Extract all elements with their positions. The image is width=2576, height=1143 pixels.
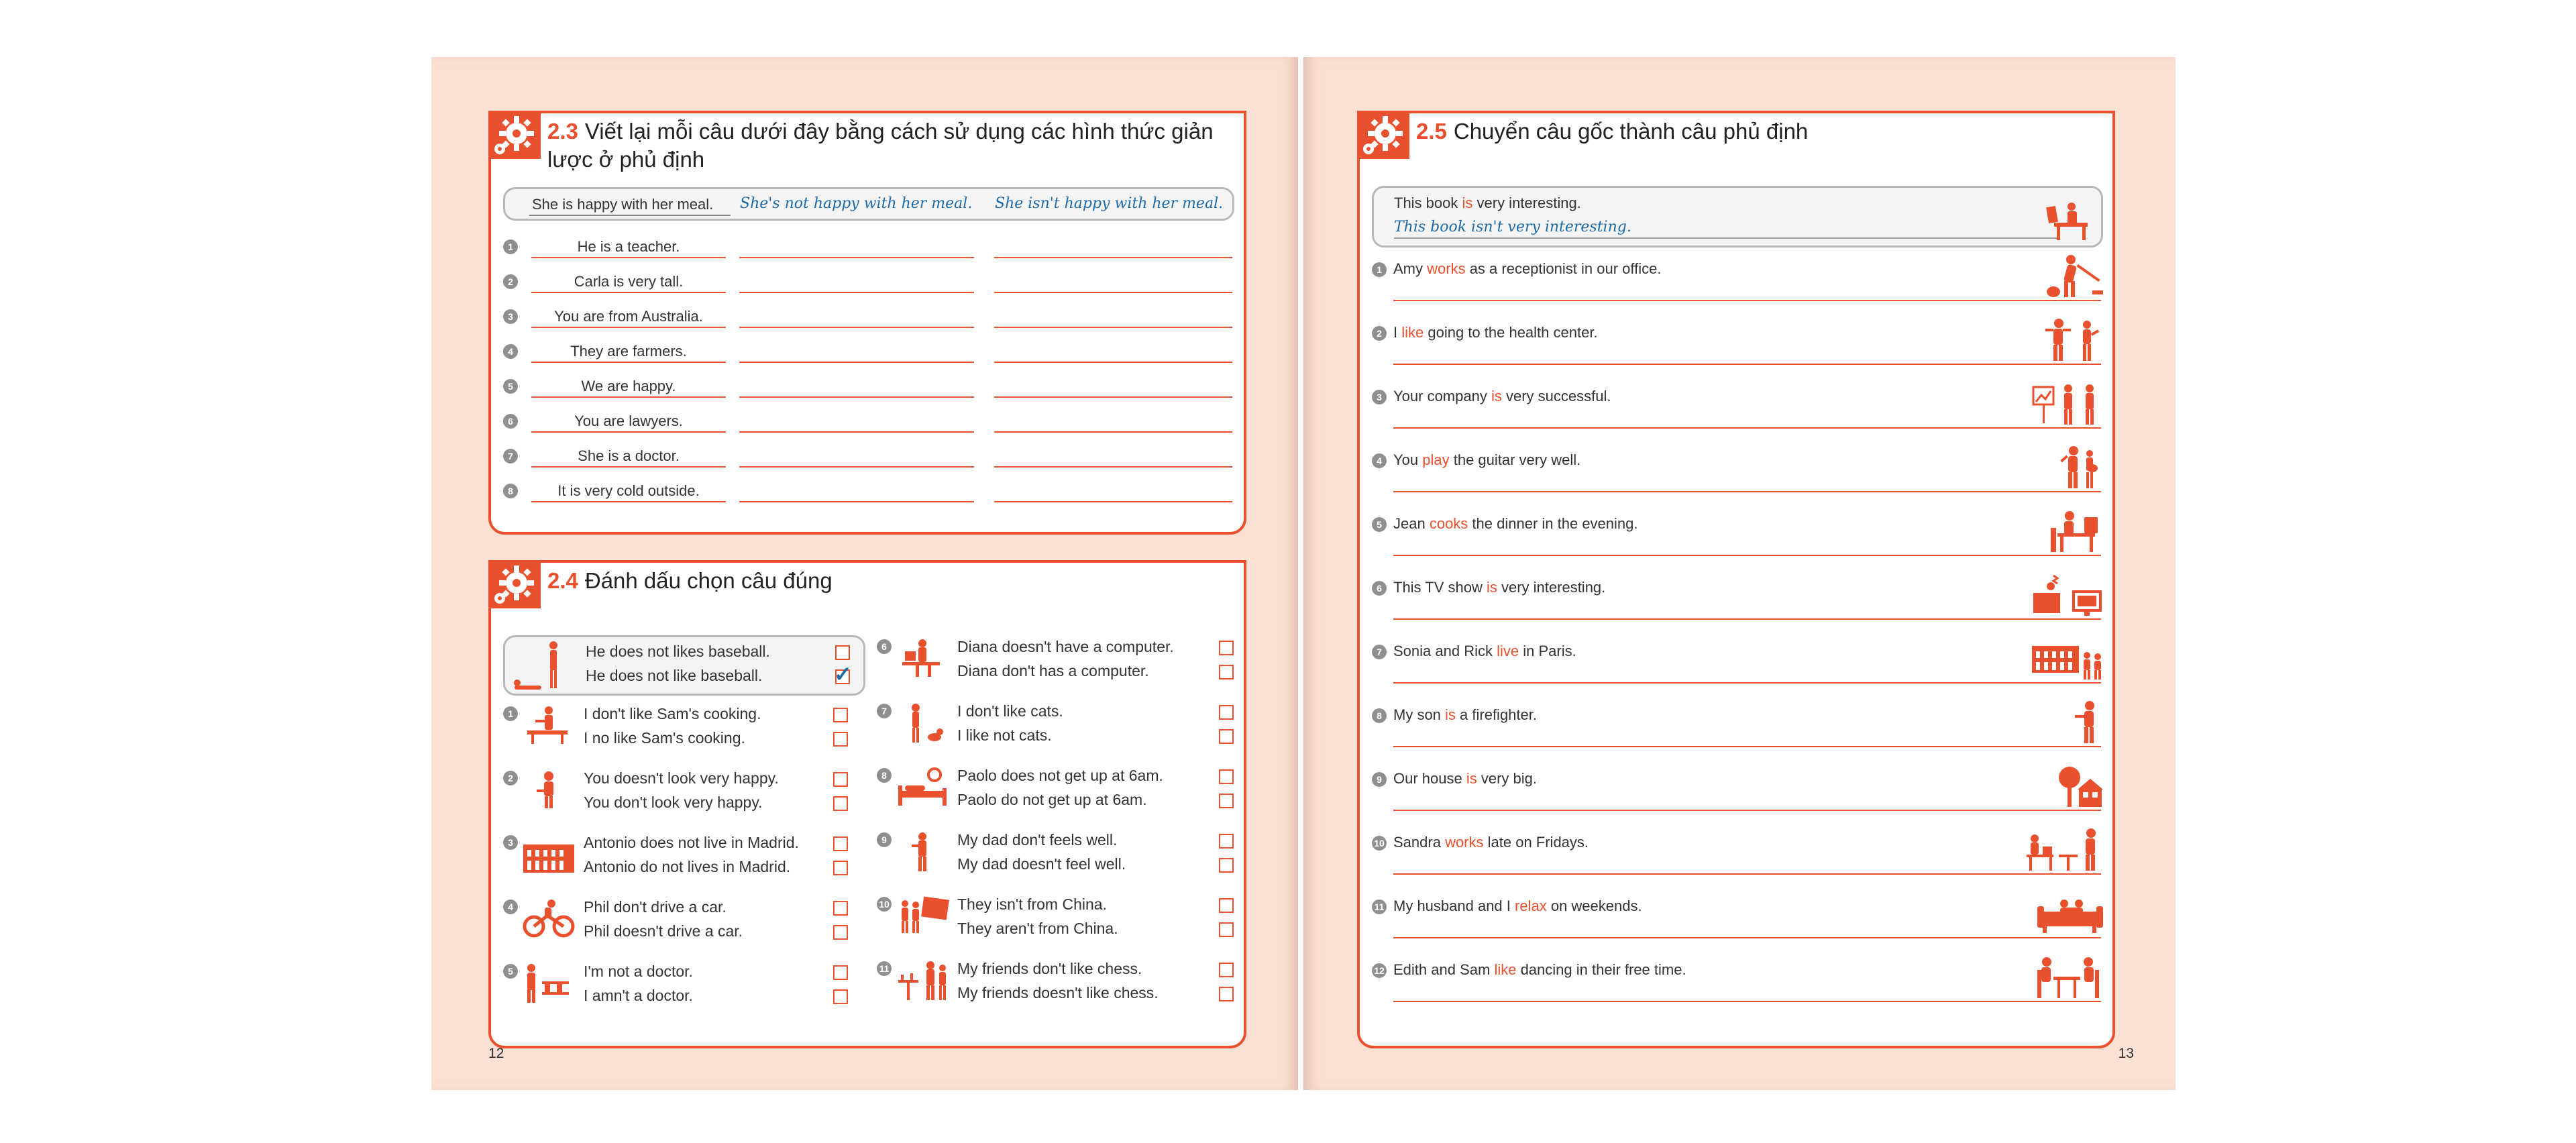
cook-at-desk-icon xyxy=(2031,509,2104,553)
exercise-2-5-panel xyxy=(1357,111,2115,1048)
sofa-relaxing-icon xyxy=(2031,891,2104,936)
item-number: 1 xyxy=(1372,262,1387,277)
sentence-key: works xyxy=(1445,834,1484,851)
item-sentence xyxy=(1393,834,1589,851)
option-a: They isn't from China. xyxy=(957,895,1107,913)
item-number: 9 xyxy=(1372,772,1387,787)
answer-line-2[interactable] xyxy=(994,396,1232,398)
answer-line[interactable] xyxy=(1393,364,2101,365)
answer-line[interactable] xyxy=(1393,555,2101,556)
answer-line-1[interactable] xyxy=(739,431,974,433)
cooking-person-icon xyxy=(522,705,576,745)
example-sentence xyxy=(1394,195,1581,212)
underline xyxy=(531,431,726,433)
item-number: 11 xyxy=(1372,900,1387,914)
tv-watching-icon xyxy=(2031,573,2104,617)
sentence-post: very big. xyxy=(1477,770,1537,787)
item-number: 3 xyxy=(503,309,518,324)
item-number: 4 xyxy=(503,900,518,914)
answer-line-1[interactable] xyxy=(739,501,974,502)
item-number: 1 xyxy=(503,239,518,254)
answer-line[interactable] xyxy=(1393,746,2101,747)
computer-user-icon xyxy=(896,638,949,678)
checkbox-b[interactable] xyxy=(1219,665,1234,679)
sentence-post: very interesting. xyxy=(1497,579,1606,596)
list-item xyxy=(877,702,1239,763)
sentence-key: relax xyxy=(1515,897,1547,914)
exercise-number: 2.3 xyxy=(547,119,578,144)
option-a: My friends don't like chess. xyxy=(957,960,1142,977)
answer-line-2[interactable] xyxy=(994,257,1232,258)
item-number: 8 xyxy=(1372,708,1387,723)
checkbox-a[interactable] xyxy=(1219,834,1234,849)
sentence-post: in Paris. xyxy=(1519,643,1576,659)
example-answer: This book isn't very interesting. xyxy=(1394,219,1631,235)
sentence-pre: Edith and Sam xyxy=(1393,961,1495,978)
checkbox-b[interactable] xyxy=(1219,987,1234,1001)
item-number: 7 xyxy=(1372,645,1387,659)
item-sentence xyxy=(1393,260,1661,278)
checkbox-a[interactable] xyxy=(1219,898,1234,913)
item-number: 8 xyxy=(877,768,892,783)
exercise-title xyxy=(547,117,1214,174)
checkbox-a[interactable] xyxy=(1219,705,1234,720)
option-b: I amn't a doctor. xyxy=(584,987,693,1004)
exercising-people-icon xyxy=(2031,318,2104,362)
answer-line-2[interactable] xyxy=(994,292,1232,293)
answer-line[interactable] xyxy=(1393,618,2101,620)
checkbox-a[interactable] xyxy=(833,901,848,916)
sentence-key: works xyxy=(1427,260,1466,277)
item-sentence: It is very cold outside. xyxy=(557,482,700,499)
checkbox-a[interactable] xyxy=(835,645,850,660)
sentence-key: cooks xyxy=(1429,515,1468,532)
item-sentence: They are farmers. xyxy=(570,343,687,360)
sad-person-icon xyxy=(522,769,576,810)
exercise-number: 2.5 xyxy=(1416,119,1447,144)
answer-line[interactable] xyxy=(1393,873,2101,875)
item-sentence xyxy=(1393,579,1605,596)
example-underline xyxy=(529,215,731,216)
item-sentence xyxy=(1393,515,1638,533)
underline xyxy=(531,362,726,363)
person-with-cat-icon xyxy=(896,702,949,744)
list-item xyxy=(503,963,865,1023)
item-number: 2 xyxy=(503,771,518,785)
list-item xyxy=(503,769,865,830)
answer-line-1[interactable] xyxy=(739,292,974,293)
sentence-post: on weekends. xyxy=(1546,897,1642,914)
list-item xyxy=(877,767,1239,827)
check-mark-icon: ✓ xyxy=(834,662,852,686)
sentence-pre: Our house xyxy=(1393,770,1466,787)
option-b: Diana don't has a computer. xyxy=(957,662,1149,679)
gear-icon xyxy=(488,560,541,608)
list-item xyxy=(1360,573,2111,637)
item-number: 2 xyxy=(503,274,518,289)
item-number: 8 xyxy=(503,484,518,498)
sentence-key: is xyxy=(1491,388,1502,404)
item-number: 6 xyxy=(503,414,518,429)
sentence-pre: Sandra xyxy=(1393,834,1446,851)
example-answer-2: She isn't happy with her meal. xyxy=(995,195,1224,212)
item-sentence: Carla is very tall. xyxy=(574,273,684,290)
list-item xyxy=(503,705,865,765)
flag-people-icon xyxy=(896,895,949,936)
answer-line[interactable] xyxy=(1393,300,2101,301)
example-box xyxy=(503,635,865,696)
item-number: 7 xyxy=(503,449,518,464)
answer-line[interactable] xyxy=(1393,682,2101,684)
list-item xyxy=(877,960,1239,1020)
answer-line-1[interactable] xyxy=(739,396,974,398)
colosseum-icon xyxy=(522,836,576,874)
checkbox-b[interactable] xyxy=(833,925,848,940)
option-b: You don't look very happy. xyxy=(584,794,763,811)
item-number: 5 xyxy=(1372,517,1387,532)
answer-line-1[interactable] xyxy=(739,327,974,328)
sentence-key: like xyxy=(1401,324,1424,341)
option-a: He does not likes baseball. xyxy=(586,643,770,660)
option-a: I don't like Sam's cooking. xyxy=(584,705,761,722)
example-pre: This book xyxy=(1394,195,1462,211)
item-number: 2 xyxy=(1372,326,1387,341)
list-item xyxy=(491,445,1242,480)
doctor-icon xyxy=(522,963,576,1004)
item-sentence xyxy=(1393,897,1642,915)
option-b: I like not cats. xyxy=(957,726,1052,744)
checkbox-a[interactable] xyxy=(833,836,848,851)
checkbox-b[interactable] xyxy=(833,732,848,747)
item-number: 7 xyxy=(877,704,892,718)
sentence-post: late on Fridays. xyxy=(1483,834,1589,851)
item-number: 11 xyxy=(877,961,892,976)
example-box xyxy=(503,187,1234,221)
list-item xyxy=(1360,764,2111,828)
example-answer-1: She's not happy with her meal. xyxy=(740,195,973,212)
chess-players-icon xyxy=(896,960,949,1001)
list-item xyxy=(877,831,1239,891)
item-number: 6 xyxy=(877,639,892,654)
list-item xyxy=(491,375,1242,410)
item-number: 10 xyxy=(877,897,892,912)
list-item xyxy=(1360,891,2111,955)
guitar-player-icon xyxy=(2031,445,2104,490)
item-number: 3 xyxy=(503,835,518,850)
checkbox-b[interactable] xyxy=(833,861,848,875)
checkbox-b[interactable] xyxy=(833,796,848,811)
checkbox-a[interactable] xyxy=(1219,641,1234,655)
item-number: 1 xyxy=(503,706,518,721)
dining-couple-icon xyxy=(2031,955,2104,999)
example-key: is xyxy=(1462,195,1473,211)
exercise-2-3-panel xyxy=(488,111,1246,535)
item-number: 5 xyxy=(503,379,518,394)
title-line-1: Viết lại mỗi câu dưới đây bằng cách sử dụng các hình thức giản xyxy=(584,119,1214,144)
item-number: 12 xyxy=(1372,963,1387,978)
list-item xyxy=(1360,382,2111,445)
sick-person-icon xyxy=(896,831,949,873)
option-a: I'm not a doctor. xyxy=(584,963,693,980)
item-sentence xyxy=(1393,706,1537,724)
example-box xyxy=(1372,186,2103,248)
item-number: 3 xyxy=(1372,390,1387,404)
answer-line-1[interactable] xyxy=(739,466,974,468)
answer-line-2[interactable] xyxy=(994,362,1232,363)
title-text: Đánh dấu chọn câu đúng xyxy=(584,568,833,593)
sentence-key: is xyxy=(1486,579,1497,596)
colosseum-couple-icon xyxy=(2031,637,2104,681)
answer-line-1[interactable] xyxy=(739,257,974,258)
list-item xyxy=(877,638,1239,698)
sentence-pre: Amy xyxy=(1393,260,1428,277)
list-item xyxy=(1360,700,2111,764)
sentence-key: play xyxy=(1422,451,1450,468)
answer-line[interactable] xyxy=(1393,810,2101,811)
list-item xyxy=(491,270,1242,305)
option-a: Diana doesn't have a computer. xyxy=(957,638,1174,655)
option-b: My friends doesn't like chess. xyxy=(957,984,1159,1001)
answer-line-2[interactable] xyxy=(994,466,1232,468)
option-a: Phil don't drive a car. xyxy=(584,898,727,916)
list-item xyxy=(1360,445,2111,509)
exercise-title xyxy=(547,567,833,595)
option-b: Paolo do not get up at 6am. xyxy=(957,791,1147,808)
sentence-pre: You xyxy=(1393,451,1423,468)
sentence-key: live xyxy=(1497,643,1519,659)
answer-line[interactable] xyxy=(1393,427,2101,429)
option-b: My dad doesn't feel well. xyxy=(957,855,1126,873)
item-number: 4 xyxy=(503,344,518,359)
checkbox-b[interactable] xyxy=(833,989,848,1004)
cleaner-icon xyxy=(2031,254,2104,298)
firefighter-icon xyxy=(2031,700,2104,745)
answer-line-2[interactable] xyxy=(994,501,1232,502)
checkbox-a[interactable] xyxy=(833,965,848,980)
underline xyxy=(531,396,726,398)
list-item xyxy=(503,834,865,894)
reading-person-icon xyxy=(2045,193,2094,243)
list-item xyxy=(491,305,1242,340)
item-sentence xyxy=(1393,451,1580,469)
underline xyxy=(531,327,726,328)
sentence-pre: I xyxy=(1393,324,1402,341)
page-number: 13 xyxy=(2118,1046,2134,1061)
checkbox-b[interactable] xyxy=(1219,858,1234,873)
list-item xyxy=(1360,637,2111,700)
alarm-clock-bed-icon xyxy=(896,767,949,807)
exercise-title xyxy=(1416,117,1808,146)
option-b: Phil doesn't drive a car. xyxy=(584,922,743,940)
item-number: 10 xyxy=(1372,836,1387,851)
gear-icon xyxy=(488,111,541,159)
item-number: 9 xyxy=(877,832,892,847)
option-a: I don't like cats. xyxy=(957,702,1063,720)
item-sentence: He is a teacher. xyxy=(577,238,680,255)
left-page xyxy=(431,57,1298,1090)
underline xyxy=(531,501,726,502)
list-item xyxy=(1360,828,2111,891)
page-number: 12 xyxy=(488,1046,504,1061)
list-item xyxy=(491,235,1242,270)
baseball-player-icon xyxy=(512,640,572,694)
item-number: 5 xyxy=(503,964,518,979)
item-sentence xyxy=(1393,388,1611,405)
item-sentence xyxy=(1393,643,1576,660)
sentence-post: the guitar very well. xyxy=(1449,451,1581,468)
gear-icon xyxy=(1357,111,1409,159)
checkbox-b[interactable] xyxy=(1219,922,1234,937)
title-line-2: lược ở phủ định xyxy=(547,147,705,172)
option-b: I no like Sam's cooking. xyxy=(584,729,745,747)
item-sentence xyxy=(1393,324,1598,341)
title-text: Chuyển câu gốc thành câu phủ định xyxy=(1453,119,1809,144)
example-post: very interesting. xyxy=(1472,195,1581,211)
list-item xyxy=(1360,509,2111,573)
option-a: You doesn't look very happy. xyxy=(584,769,779,787)
item-sentence xyxy=(1393,961,1686,979)
business-meeting-icon xyxy=(2031,382,2104,426)
sentence-key: is xyxy=(1445,706,1456,723)
list-item xyxy=(877,895,1239,956)
item-sentence xyxy=(1393,770,1537,787)
list-item xyxy=(491,340,1242,375)
list-item xyxy=(1360,318,2111,382)
item-sentence: You are from Australia. xyxy=(554,308,703,325)
sentence-post: the dinner in the evening. xyxy=(1468,515,1638,532)
sentence-post: very successful. xyxy=(1501,388,1611,404)
option-b: Antonio do not lives in Madrid. xyxy=(584,858,791,875)
list-item xyxy=(491,480,1242,514)
office-workers-icon xyxy=(2024,828,2104,872)
list-item xyxy=(1360,955,2111,1019)
sentence-pre: My husband and I xyxy=(1393,897,1515,914)
checkbox-a[interactable] xyxy=(1219,769,1234,784)
right-page xyxy=(1303,57,2176,1090)
checkbox-b[interactable] xyxy=(1219,794,1234,808)
answer-line[interactable] xyxy=(1393,937,2101,938)
option-a: Antonio does not live in Madrid. xyxy=(584,834,799,851)
example-underline xyxy=(1394,237,2058,239)
list-item xyxy=(1360,254,2111,318)
house-tree-icon xyxy=(2031,764,2104,808)
answer-line[interactable] xyxy=(1393,1001,2101,1002)
answer-line[interactable] xyxy=(1393,491,2101,492)
list-item xyxy=(503,898,865,959)
underline xyxy=(531,257,726,258)
list-item xyxy=(491,410,1242,445)
exercise-2-4-panel xyxy=(488,560,1246,1048)
sentence-pre: Jean xyxy=(1393,515,1430,532)
item-number: 6 xyxy=(1372,581,1387,596)
cyclist-icon xyxy=(522,898,576,938)
sentence-pre: Sonia and Rick xyxy=(1393,643,1497,659)
checkbox-a[interactable] xyxy=(833,708,848,722)
sentence-pre: Your company xyxy=(1393,388,1491,404)
option-a: Paolo does not get up at 6am. xyxy=(957,767,1163,784)
option-b: He does not like baseball. xyxy=(586,667,763,684)
example-prompt: She is happy with her meal. xyxy=(532,196,714,213)
sentence-post: dancing in their free time. xyxy=(1516,961,1686,978)
exercise-number: 2.4 xyxy=(547,568,578,593)
sentence-key: like xyxy=(1494,961,1517,978)
sentence-post: as a receptionist in our office. xyxy=(1465,260,1662,277)
item-sentence: She is a doctor. xyxy=(578,447,680,464)
sentence-pre: My son xyxy=(1393,706,1446,723)
option-b: They aren't from China. xyxy=(957,920,1118,937)
checkbox-b[interactable] xyxy=(1219,729,1234,744)
answer-line-2[interactable] xyxy=(994,327,1232,328)
item-number: 4 xyxy=(1372,453,1387,468)
underline xyxy=(531,466,726,468)
underline xyxy=(531,292,726,293)
answer-line-2[interactable] xyxy=(994,431,1232,433)
sentence-post: going to the health center. xyxy=(1424,324,1598,341)
sentence-pre: This TV show xyxy=(1393,579,1487,596)
option-a: My dad don't feels well. xyxy=(957,831,1118,849)
sentence-post: a firefighter. xyxy=(1455,706,1537,723)
checkbox-a[interactable] xyxy=(1219,963,1234,977)
sentence-key: is xyxy=(1466,770,1477,787)
answer-line-1[interactable] xyxy=(739,362,974,363)
item-sentence: We are happy. xyxy=(581,378,676,394)
item-sentence: You are lawyers. xyxy=(574,413,683,429)
checkbox-a[interactable] xyxy=(833,772,848,787)
